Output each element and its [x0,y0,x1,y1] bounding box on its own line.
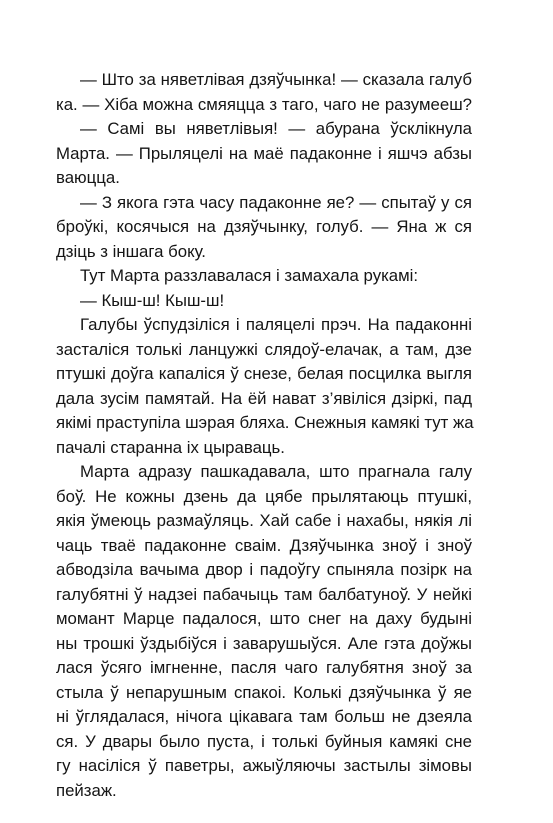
text-line: дзіць з іншага боку. [56,241,206,261]
text-line: гу насіліся ў паветры, ажыўляючы застылы зімовы [56,756,472,775]
text-line: пейзаж. [56,780,117,800]
text-line: ны трошкі ўздыбіўся і заварушыўся. Але гэта доўжы [56,633,472,653]
text-line: боў. Не кожны дзень да цябе прылятаюць птушкі, [56,486,472,506]
text-line: якія ўмеюць размаўляць. Хай сабе і нахабы, някія лі [56,511,472,530]
text-line: Тут Марта раззлавалася і замахала рукамі: [80,266,419,285]
text-line: — З якога гэта часу падаконне яе? — спытаў у ся [80,192,472,212]
text-line: абводзіла вачыма двор і падоўгу спыняла позірк на [56,560,472,579]
text-line: Марта. — Прыляцелі на маё падаконне і яшчэ абзы [56,143,472,163]
text-line: Марта адразу пашкадавала, што прагнала галу [80,462,472,481]
text-line: — Кыш-ш! Кыш-ш! [80,290,225,310]
text-line: — Што за няветлівая дзяўчынка! — сказала галуб [80,70,472,89]
text-line: лася ўсяго імгненне, пасля чаго галубятня зноў за [56,658,472,677]
text-line: ка. — Хіба можна смяяцца з таго, чаго не разумееш? [56,94,472,114]
story-text [56,68,472,803]
text-line: броўкі, косячыся на дзяўчынку, голуб. — Яна ж ся [56,217,472,236]
text-line: якімі праступіла шэрая бляха. Снежныя камякі тут жа [56,413,474,432]
text-line: птушкі доўга капаліся ў снезе, белая посцилка выгля [56,364,472,383]
text-line: дала зусім памятай. На ёй нават з’явіліся дзіркі, пад [56,388,472,408]
text-line: чаць тваё падаконне сваім. Дзяўчынка зноў і зноў [56,535,472,555]
text-line: — Самі вы няветлівыя! — абурана ўсклікнула [80,119,472,138]
text-line: пачалі старанна іх цыраваць. [56,437,285,457]
text-line: момант Марце падалося, што снег на даху будыні [56,609,472,628]
text-line: ні ўглядалася, нічога цікавага там больш не дзеяла [56,707,472,726]
text-line: ваюцца. [56,168,120,187]
text-line: засталіся толькі ланцужкі слядоў-елачак, а там, дзе [56,339,472,359]
text-line: стыла ў непарушным спакоі. Колькі дзяўчынка ў яе [56,682,472,702]
text-line: Галубы ўспудзіліся і паляцелі прэч. На падаконні [80,315,472,334]
text-line: ся. У двары было пуста, і толькі буйныя камякі сне [56,731,472,751]
text-line: галубятні ў надзеі пабачыць там балбатуноў. У нейкі [56,584,472,604]
